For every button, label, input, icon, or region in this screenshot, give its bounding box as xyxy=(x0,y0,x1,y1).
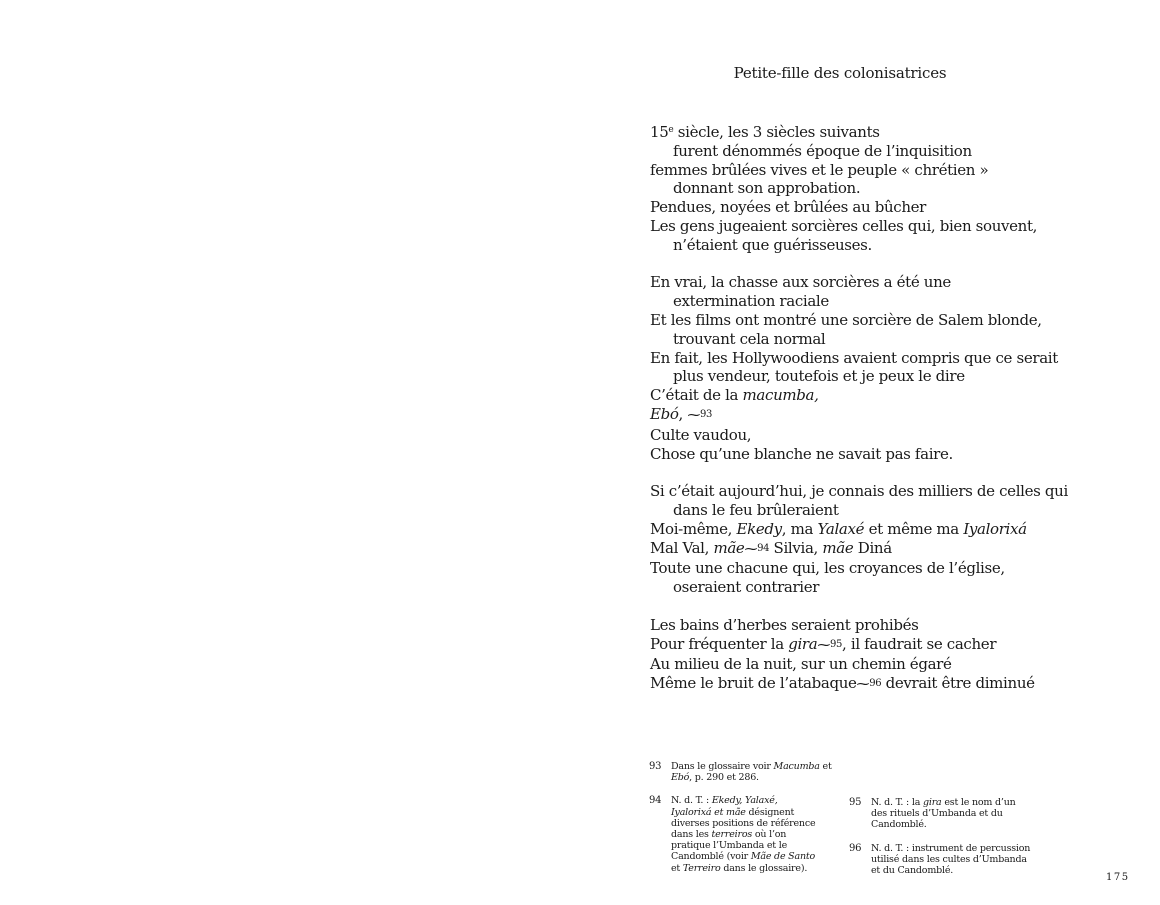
verse-line: dans le feu brûleraient xyxy=(673,500,839,519)
footnote-text: est le nom d’un des rituels d’Umbanda et du Candomblé. xyxy=(871,797,1016,831)
footnote-number: 93 xyxy=(649,761,662,772)
italic-term: Terreiro xyxy=(682,862,721,874)
footnote-number: 95 xyxy=(849,797,862,808)
note-tilde-icon: ⁓ xyxy=(687,407,701,423)
verse-line xyxy=(650,121,1070,142)
italic-term: Yalaxé xyxy=(817,519,865,538)
verse-text: Pour fréquenter la xyxy=(650,634,789,653)
italic-term: Ekedy xyxy=(736,519,782,538)
note-tilde-icon: ⁓ xyxy=(856,677,870,693)
verse-text: devrait être diminué xyxy=(881,674,1035,693)
verse-line: Les bains d’herbes seraient prohibés xyxy=(650,615,919,634)
footnote-text: N. d. T. : instrument de percussion utilisé dans les cultes d’Umbanda et du Candomblé. xyxy=(871,842,1031,877)
note-tilde-icon: ⁓ xyxy=(817,637,830,653)
footnote-ref-96[interactable]: 96 xyxy=(869,678,882,690)
verse-line: plus vendeur, toutefois et je peux le dire xyxy=(673,367,965,386)
footnote-ref-95[interactable]: 95 xyxy=(830,638,843,650)
footnote-95 xyxy=(849,797,1021,831)
verse-text: , ma xyxy=(781,519,818,538)
footnote-text: Dans le glossaire voir xyxy=(671,761,774,772)
footnote-93 xyxy=(649,761,849,783)
ordinal-superscript: e xyxy=(668,125,674,135)
italic-term: gira xyxy=(923,797,942,808)
footnote-number: 96 xyxy=(849,842,862,854)
note-tilde-icon: ⁓ xyxy=(744,541,758,557)
verse-line: Au milieu de la nuit, sur un chemin égaré xyxy=(650,655,952,674)
footnote-ref-93[interactable]: 93 xyxy=(700,408,713,420)
verse-line: En fait, les Hollywoodiens avaient compris que ce serait xyxy=(650,348,1058,367)
footnotes-column-left xyxy=(649,761,849,874)
footnote-text: , p. 290 et 286. xyxy=(689,772,759,784)
verse-line xyxy=(650,405,1070,426)
footnote-text: et xyxy=(819,761,832,772)
verse-line: oseraient contrarier xyxy=(673,578,820,597)
footnote-text: désignent diverses positions de référence dans les xyxy=(671,806,816,841)
verse-line: Culte vaudou, xyxy=(650,425,752,444)
italic-term: terreiros xyxy=(711,829,753,841)
verse-line: Pendues, noyées et brûlées au bûcher xyxy=(650,198,926,217)
poem xyxy=(650,121,1070,714)
italic-term: Ebó xyxy=(650,404,679,423)
footnote-text: N. d. T. : xyxy=(671,795,712,807)
footnote-text: dans le glossaire). xyxy=(720,862,808,874)
verse-text: C’était de la xyxy=(650,386,743,405)
verse-line xyxy=(650,539,1070,560)
verse-text: Moi-même, xyxy=(650,519,737,538)
italic-term: Ekedy, Yalaxé, Iyalorixá et mãe xyxy=(671,795,778,818)
verse-line xyxy=(650,386,1070,405)
verse-text: Diná xyxy=(853,538,892,557)
verse-line: Chose qu’une blanche ne savait pas faire. xyxy=(650,444,953,463)
verse-line xyxy=(650,520,1070,539)
stanza-3 xyxy=(650,482,1070,597)
italic-term: Ebó xyxy=(671,772,690,784)
verse-text: , xyxy=(678,404,688,423)
stanza-4 xyxy=(650,616,1070,695)
verse-text: Silvia, xyxy=(769,538,823,557)
verse-line: femmes brûlées vives et le peuple « chrétien » xyxy=(650,160,989,179)
footnote-text: où l’on pratique l’Umbanda et le Candomblé (voir xyxy=(671,829,788,863)
stanza-2 xyxy=(650,273,1070,463)
verse-line xyxy=(650,635,1070,656)
footnote-text: et xyxy=(671,862,683,874)
footnote-94 xyxy=(649,795,819,873)
verse-line: Si c’était aujourd’hui, je connais des milliers de celles qui xyxy=(650,482,1068,501)
italic-term: Macumba xyxy=(773,761,820,772)
verse-line: trouvant cela normal xyxy=(673,329,826,348)
verse-line: Les gens jugeaient sorcières celles qui, bien souvent, xyxy=(650,216,1038,235)
verse-text: et même ma xyxy=(864,519,964,538)
italic-term: gira xyxy=(788,634,818,653)
page-title: Petite-fille des colonisatrices xyxy=(733,64,947,82)
italic-term: mãe xyxy=(822,538,854,557)
verse-line: extermination raciale xyxy=(673,292,829,311)
verse-line: donnant son approbation. xyxy=(673,179,861,198)
verse-text: Même le bruit de l’atabaque xyxy=(650,674,857,693)
verse-line: En vrai, la chasse aux sorcières a été une xyxy=(650,273,951,292)
verse-text: siècle, les 3 siècles suivants xyxy=(673,123,880,141)
italic-term: Mãe de Santo xyxy=(750,851,816,863)
verse-line: n’étaient que guérisseuses. xyxy=(673,235,872,254)
footnote-96 xyxy=(849,843,1031,877)
footnote-ref-94[interactable]: 94 xyxy=(757,542,770,554)
footnotes-column-right xyxy=(849,797,1049,876)
stanza-1 xyxy=(650,121,1070,255)
verse-line: Toute une chacune qui, les croyances de l’église, xyxy=(650,559,1005,578)
verse-text: Mal Val, xyxy=(650,538,714,557)
italic-term: Iyalorixá xyxy=(963,519,1027,538)
verse-line: Et les films ont montré une sorcière de Salem blonde, xyxy=(650,310,1042,329)
italic-term: mãe xyxy=(713,538,745,557)
footnote-number: 94 xyxy=(649,795,662,807)
italic-term: macumba, xyxy=(742,386,819,405)
page-number: 175 xyxy=(1106,872,1130,883)
verse-line xyxy=(650,674,1070,695)
verse-line: furent dénommés époque de l’inquisition xyxy=(673,141,972,160)
footnote-text: N. d. T. : la xyxy=(871,797,923,808)
verse-text: , il faudrait se cacher xyxy=(842,634,997,653)
century-number: 15 xyxy=(650,123,669,141)
